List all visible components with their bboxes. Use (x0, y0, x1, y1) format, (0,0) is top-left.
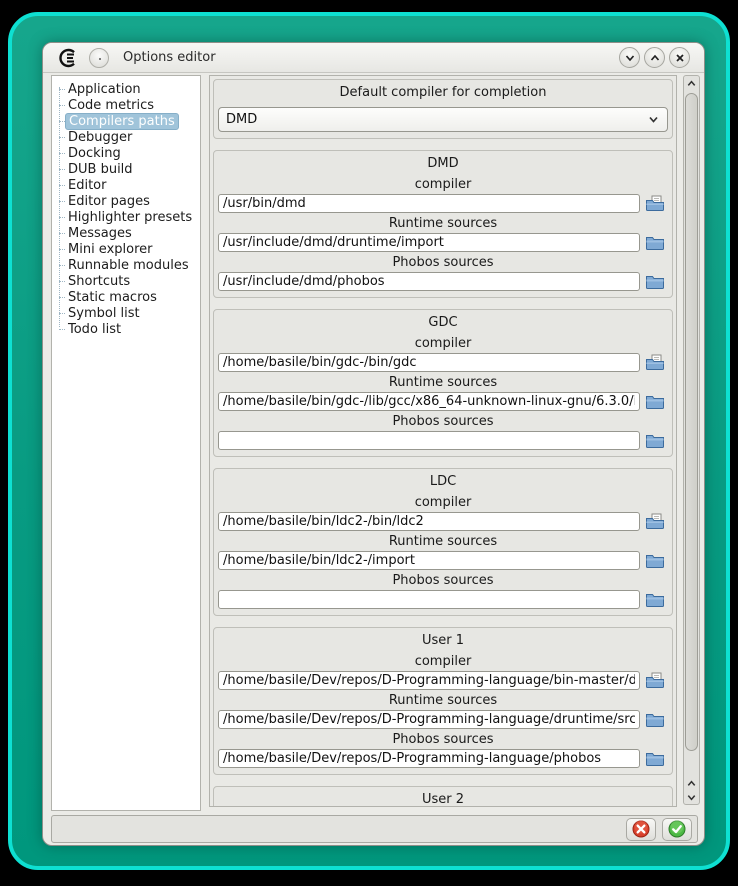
select-folder-button[interactable] (642, 709, 668, 729)
compiler-group (213, 786, 673, 807)
field-label: Runtime sources (388, 534, 498, 549)
compiler-group (213, 150, 673, 298)
open-file-icon (645, 354, 665, 371)
sidebar-item-highlighter-presets[interactable]: Highlighter presets (66, 209, 200, 225)
chevron-up-icon (649, 52, 661, 64)
select-folder-button[interactable] (642, 550, 668, 570)
folder-icon (645, 432, 665, 448)
folder-icon (645, 234, 665, 250)
chevron-up-icon (686, 778, 697, 789)
dialog-buttons-bar (51, 815, 698, 843)
sidebar-item-todo-list[interactable]: Todo list (66, 321, 200, 337)
path-input[interactable] (218, 353, 640, 372)
maximize-button[interactable] (644, 47, 665, 68)
scroll-down-button[interactable] (684, 790, 699, 804)
sidebar-item-static-macros[interactable]: Static macros (66, 289, 200, 305)
path-input[interactable] (218, 671, 640, 690)
field-label: compiler (414, 654, 472, 669)
compiler-group (213, 627, 673, 775)
path-input[interactable] (218, 551, 640, 570)
field-label: Runtime sources (388, 693, 498, 708)
open-file-icon (645, 672, 665, 689)
sidebar-item-editor[interactable]: Editor (66, 177, 200, 193)
field-label: Phobos sources (392, 573, 494, 588)
path-input[interactable] (218, 272, 640, 291)
close-button[interactable] (669, 47, 690, 68)
group-title: DMD (427, 156, 459, 171)
group-title: User 1 (421, 633, 465, 648)
field-label: Runtime sources (388, 216, 498, 231)
options-editor-window (42, 42, 705, 846)
field-label: Phobos sources (392, 255, 494, 270)
folder-icon (645, 711, 665, 727)
field-label: Phobos sources (392, 414, 494, 429)
field-label: Phobos sources (392, 732, 494, 747)
sidebar-item-mini-explorer[interactable]: Mini explorer (66, 241, 200, 257)
cancel-button[interactable] (626, 818, 656, 841)
chevron-down-icon (624, 52, 636, 64)
select-folder-button[interactable] (642, 271, 668, 291)
accept-icon (668, 820, 686, 838)
path-input[interactable] (218, 512, 640, 531)
folder-icon (645, 750, 665, 766)
categories-tree (56, 81, 200, 337)
path-input[interactable] (218, 194, 640, 213)
sidebar-item-compilers-paths[interactable]: Compilers paths (66, 113, 200, 129)
select-folder-button[interactable] (642, 430, 668, 450)
select-folder-button[interactable] (642, 748, 668, 768)
sidebar-item-messages[interactable]: Messages (66, 225, 200, 241)
cancel-icon (632, 820, 650, 838)
chevron-down-icon (647, 113, 660, 126)
default-compiler-select[interactable] (218, 107, 668, 132)
sidebar-item-shortcuts[interactable]: Shortcuts (66, 273, 200, 289)
folder-icon (645, 591, 665, 607)
desktop-frame (8, 12, 730, 870)
group-title: LDC (429, 474, 457, 489)
group-title: GDC (428, 315, 458, 330)
compiler-group (213, 309, 673, 457)
open-file-icon (645, 513, 665, 530)
default-compiler-group (213, 79, 673, 139)
open-file-button[interactable] (642, 511, 668, 531)
coedit-logo-icon (59, 48, 79, 68)
close-icon (674, 52, 686, 64)
sidebar-item-symbol-list[interactable]: Symbol list (66, 305, 200, 321)
sidebar-item-code-metrics[interactable]: Code metrics (66, 97, 200, 113)
combo-selected-value: DMD (226, 112, 258, 127)
chevron-up-icon (686, 78, 697, 89)
scroll-thumb[interactable] (685, 93, 698, 751)
scroll-up-button[interactable] (684, 76, 699, 90)
path-input[interactable] (218, 431, 640, 450)
path-input[interactable] (218, 590, 640, 609)
chevron-down-icon (686, 792, 697, 803)
minimize-button[interactable] (619, 47, 640, 68)
window-title: Options editor (123, 50, 216, 65)
field-label: Runtime sources (388, 375, 498, 390)
sidebar-item-dub-build[interactable]: DUB build (66, 161, 200, 177)
field-label: compiler (414, 495, 472, 510)
window-menu-button[interactable] (89, 48, 109, 68)
group-title: User 2 (421, 792, 465, 807)
accept-button[interactable] (662, 818, 692, 841)
sidebar-item-debugger[interactable]: Debugger (66, 129, 200, 145)
select-folder-button[interactable] (642, 391, 668, 411)
groups-container (213, 150, 673, 807)
folder-icon (645, 393, 665, 409)
field-label: compiler (414, 336, 472, 351)
sidebar-item-application[interactable]: Application (66, 81, 200, 97)
scroll-up-button-secondary[interactable] (684, 776, 699, 790)
open-file-button[interactable] (642, 352, 668, 372)
compiler-group (213, 468, 673, 616)
path-input[interactable] (218, 233, 640, 252)
select-folder-button[interactable] (642, 232, 668, 252)
open-file-button[interactable] (642, 193, 668, 213)
path-input[interactable] (218, 749, 640, 768)
open-file-icon (645, 195, 665, 212)
folder-icon (645, 273, 665, 289)
categories-panel (51, 75, 201, 811)
field-label: compiler (414, 177, 472, 192)
vertical-scrollbar[interactable] (683, 75, 700, 805)
folder-icon (645, 552, 665, 568)
select-folder-button[interactable] (642, 589, 668, 609)
sidebar-item-docking[interactable]: Docking (66, 145, 200, 161)
path-input[interactable] (218, 392, 640, 411)
scroll-track[interactable] (685, 91, 698, 775)
open-file-button[interactable] (642, 670, 668, 690)
titlebar[interactable] (43, 43, 704, 73)
group-title: Default compiler for completion (339, 85, 547, 100)
sidebar-item-runnable-modules[interactable]: Runnable modules (66, 257, 200, 273)
compilers-paths-panel (209, 75, 677, 807)
path-input[interactable] (218, 710, 640, 729)
sidebar-item-editor-pages[interactable]: Editor pages (66, 193, 200, 209)
